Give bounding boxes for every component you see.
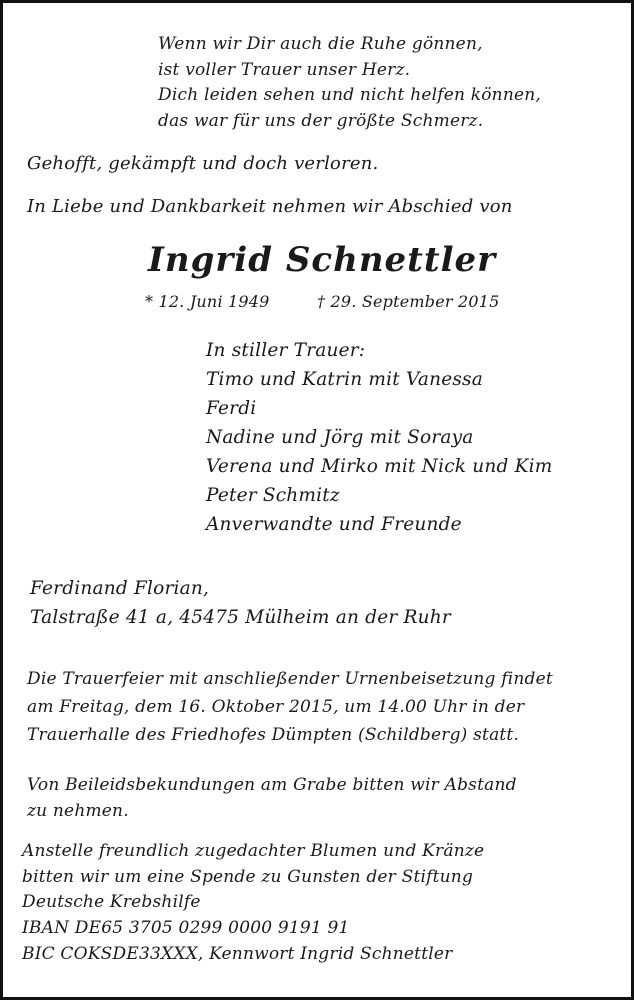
mourner-name: Anverwandte und Freunde <box>206 514 462 535</box>
ceremony-line: am Freitag, dem 16. Oktober 2015, um 14.00 Uhr in der <box>27 697 525 717</box>
donation-line: Anstelle freundlich zugedachter Blumen und Kränze <box>22 841 485 861</box>
mourners-heading: In stiller Trauer: <box>206 340 366 361</box>
mourner-name: Ferdi <box>206 398 257 419</box>
poem-line: ist voller Trauer unser Herz. <box>158 60 411 80</box>
poem-line: Wenn wir Dir auch die Ruhe gönnen, <box>158 34 483 54</box>
iban: IBAN DE65 3705 0299 0000 9191 91 <box>22 918 350 938</box>
birth-date: * 12. Juni 1949 <box>145 292 270 311</box>
mourner-name: Timo und Katrin mit Vanessa <box>206 369 483 390</box>
poem-line: das war für uns der größte Schmerz. <box>158 111 484 131</box>
ceremony-line: Die Trauerfeier mit anschließender Urnenbeisetzung findet <box>27 669 553 689</box>
condolence-line: zu nehmen. <box>27 801 129 821</box>
donation-line: Deutsche Krebshilfe <box>22 892 201 912</box>
poem-line: Dich leiden sehen und nicht helfen können, <box>158 85 541 105</box>
intro-line-hoped: Gehofft, gekämpft und doch verloren. <box>27 153 379 174</box>
condolence-line: Von Beileidsbekundungen am Grabe bitten wir Abstand <box>27 775 517 795</box>
ceremony-line: Trauerhalle des Friedhofes Dümpten (Schildberg) statt. <box>27 725 520 745</box>
mourner-name: Nadine und Jörg mit Soraya <box>206 427 474 448</box>
address-street: Talstraße 41 a, 45475 Mülheim an der Ruhr <box>30 607 451 628</box>
deceased-name: Ingrid Schnettler <box>148 240 497 280</box>
address-name: Ferdinand Florian, <box>30 578 210 599</box>
mourner-name: Peter Schmitz <box>206 485 340 506</box>
mourner-name: Verena und Mirko mit Nick und Kim <box>206 456 553 477</box>
bic-keyword: BIC COKSDE33XXX, Kennwort Ingrid Schnettler <box>22 944 453 964</box>
donation-line: bitten wir um eine Spende zu Gunsten der Stiftung <box>22 867 474 887</box>
intro-line-farewell: In Liebe und Dankbarkeit nehmen wir Abschied von <box>27 196 513 217</box>
death-date: † 29. September 2015 <box>317 292 500 311</box>
